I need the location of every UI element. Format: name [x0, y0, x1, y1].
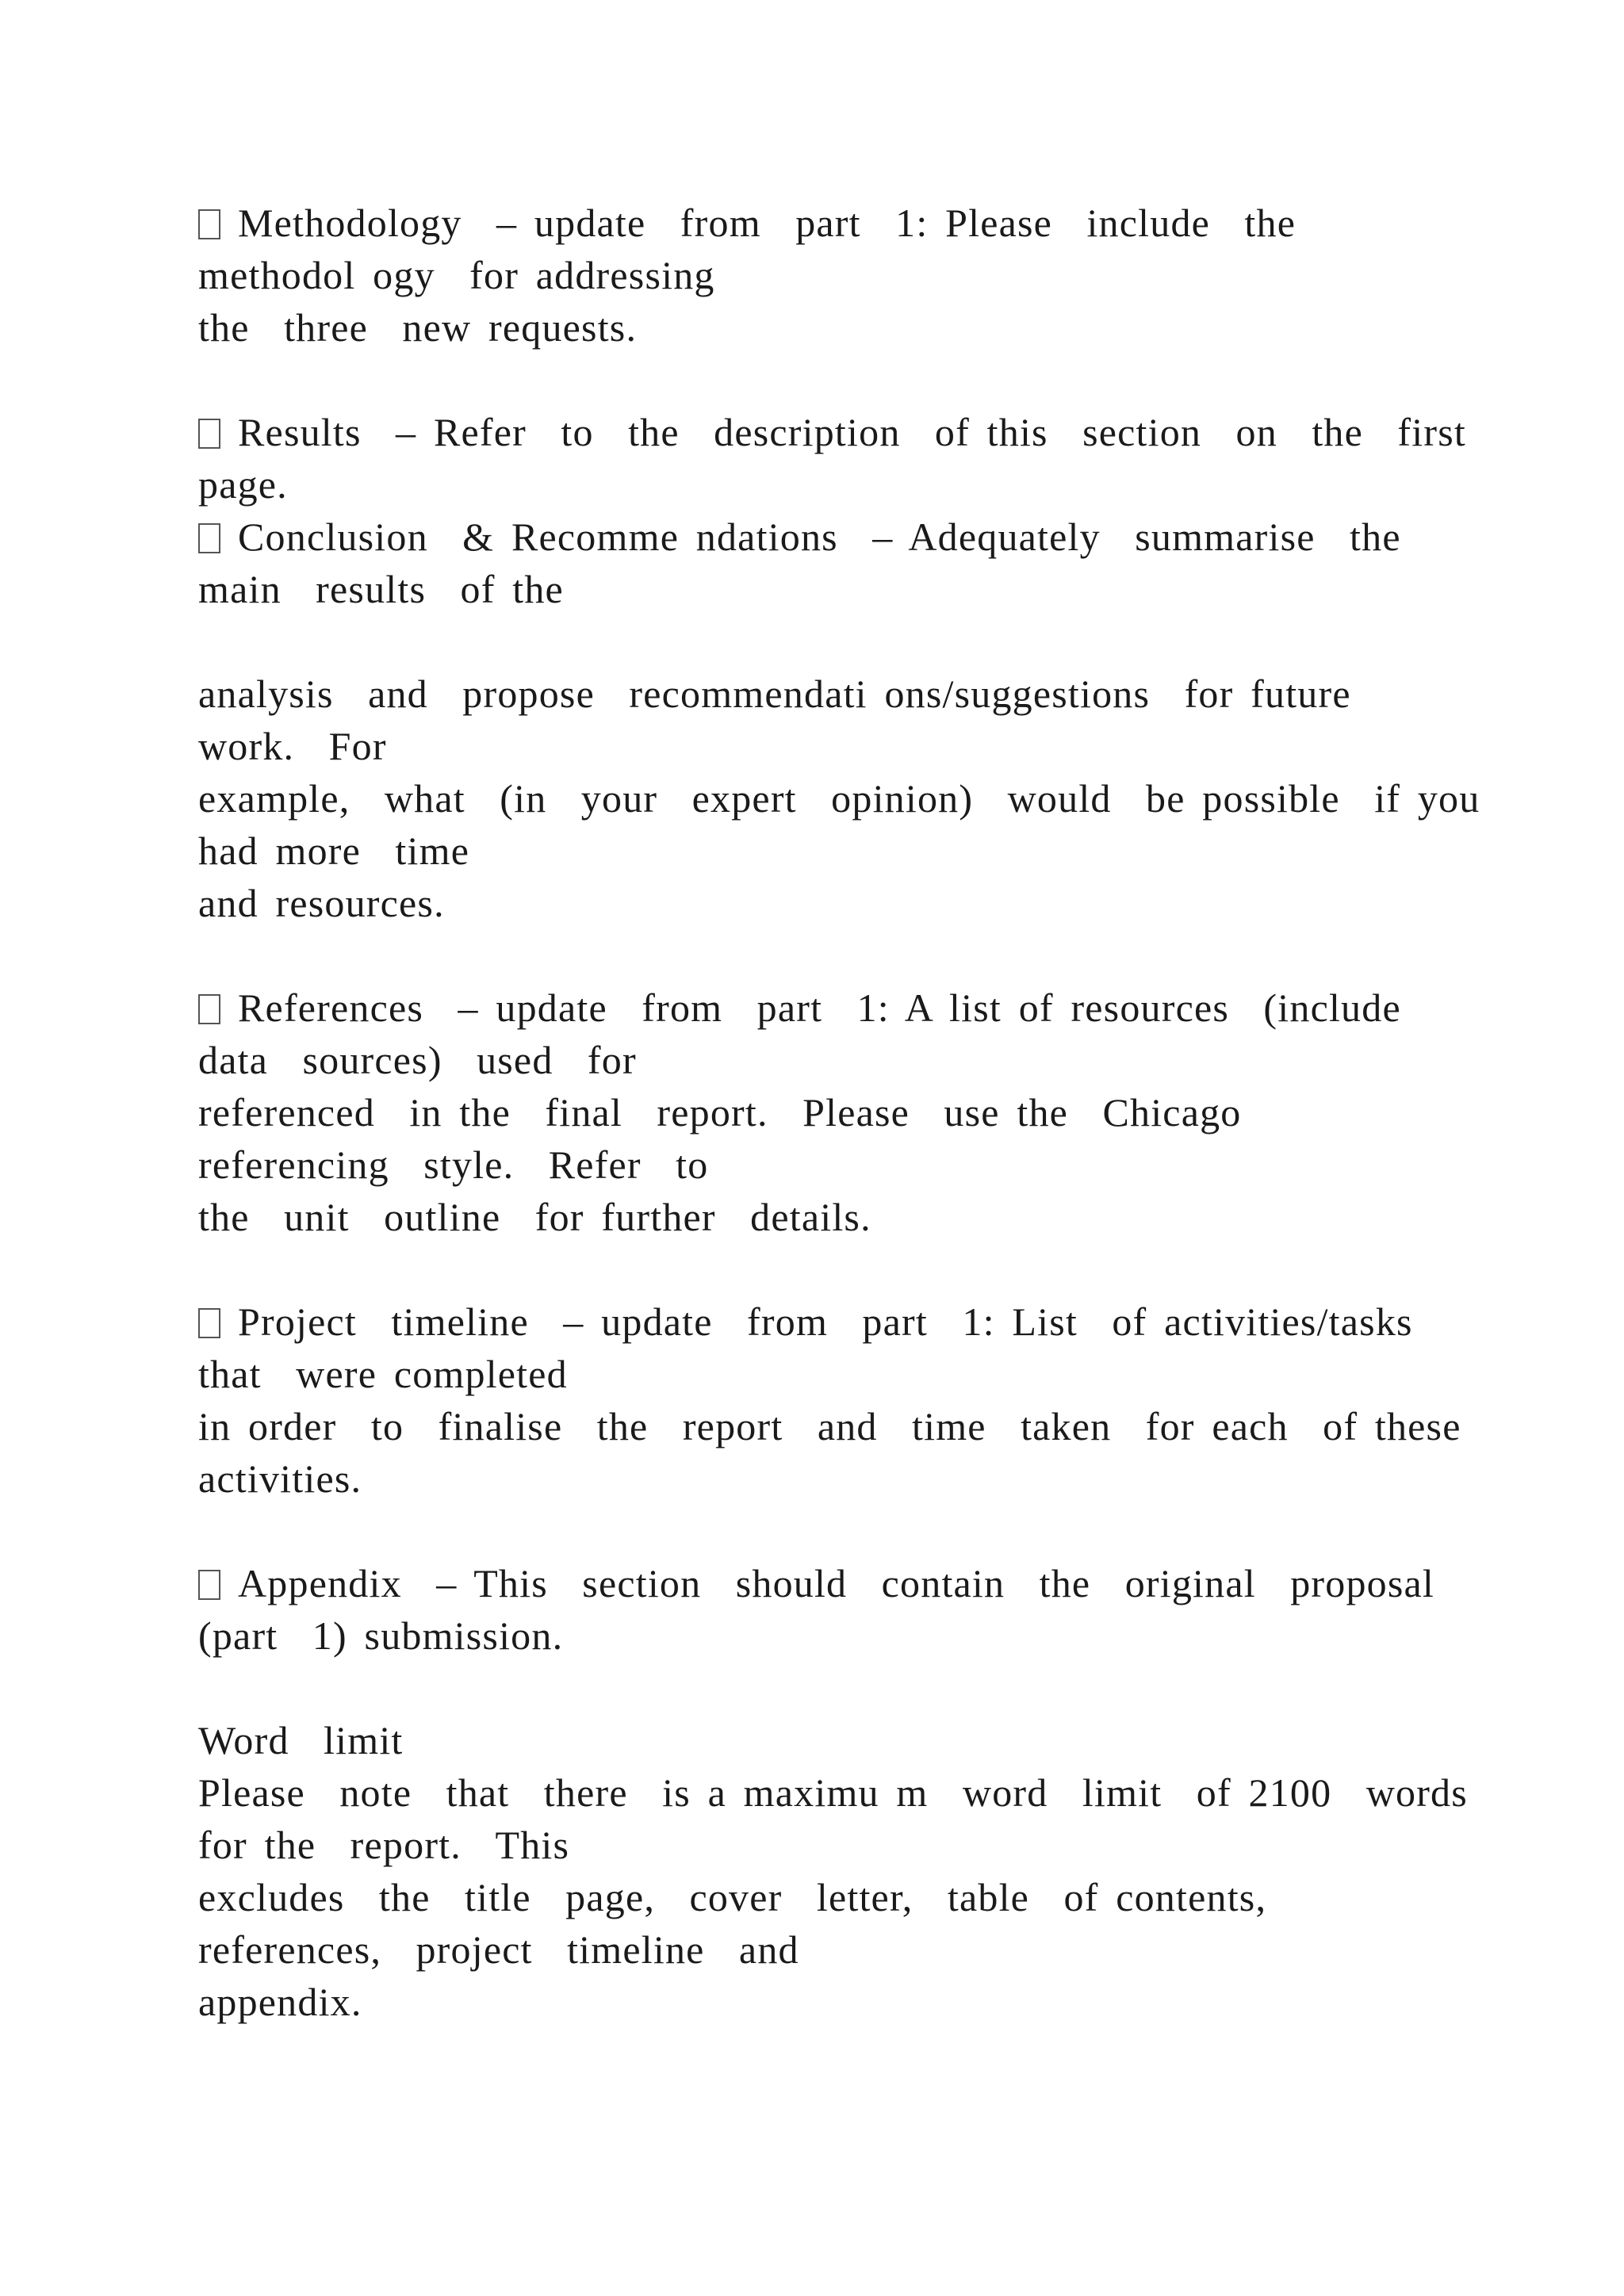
conclusion-text-1: Conclusion & Recomme ndations – Adequately summarise the [238, 515, 1401, 559]
references-text-1: References – update from part 1: A list of resources (include [238, 985, 1401, 1030]
word-limit-line-4: references, project timeline and [198, 1927, 799, 1972]
paragraph-gap [198, 354, 1467, 406]
results-line-1 [198, 406, 1467, 458]
references-line-5: the unit outline for further details. [198, 1195, 871, 1239]
paragraph-gap [198, 929, 1467, 982]
appendix-line-2: (part 1) submission. [198, 1613, 564, 1658]
methodology-line-1 [198, 197, 1467, 249]
references-line-4: referencing style. Refer to [198, 1142, 709, 1187]
word-limit-heading: Word limit [198, 1718, 404, 1762]
paragraph-gap [198, 1243, 1467, 1295]
conclusion-line-5: example, what (in your expert opinion) would be possible if you [198, 776, 1480, 821]
document-body [198, 197, 1480, 2028]
methodology-line-3: the three new requests. [198, 305, 638, 350]
timeline-line-3: in order to finalise the report and time taken for each of these [198, 1404, 1461, 1448]
bullet-box-icon [198, 1308, 220, 1338]
references-line-2: data sources) used for [198, 1038, 637, 1082]
paragraph-gap [198, 1662, 1467, 1714]
bullet-box-icon [198, 419, 220, 449]
word-limit-line-5: appendix. [198, 1980, 362, 2024]
bullet-box-icon [198, 209, 220, 239]
appendix-text-1: Appendix – This section should contain the original proposal [238, 1561, 1435, 1605]
timeline-text-1: Project timeline – update from part 1: List of activities/tasks [238, 1299, 1413, 1344]
bullet-box-icon [198, 523, 220, 553]
results-line-2: page. [198, 462, 288, 507]
bullet-box-icon [198, 994, 220, 1024]
timeline-line-4: activities. [198, 1456, 362, 1501]
paragraph-gap [198, 1505, 1467, 1557]
results-text-1: Results – Refer to the description of this section on the first [238, 410, 1466, 454]
timeline-line-1 [198, 1295, 1467, 1348]
references-line-3: referenced in the final report. Please use the Chicago [198, 1090, 1242, 1135]
word-limit-line-3: excludes the title page, cover letter, table of contents, [198, 1875, 1267, 1919]
conclusion-line-6: had more time [198, 828, 470, 873]
timeline-line-2: that were completed [198, 1352, 568, 1396]
conclusion-line-2: main results of the [198, 567, 564, 611]
methodology-text-1: Methodology – update from part 1: Please include the [238, 201, 1297, 245]
conclusion-line-7: and resources. [198, 881, 445, 925]
bullet-box-icon [198, 1570, 220, 1600]
methodology-line-2: methodol ogy for addressing [198, 253, 715, 297]
appendix-line-1 [198, 1557, 1467, 1609]
references-line-1 [198, 982, 1467, 1034]
conclusion-line-3: analysis and propose recommendati ons/suggestions for future [198, 672, 1351, 716]
conclusion-line-4: work. For [198, 724, 387, 768]
word-limit-line-1: Please note that there is a maximu m word limit of 2100 words [198, 1770, 1468, 1815]
paragraph-gap [198, 615, 1467, 668]
word-limit-line-2: for the report. This [198, 1823, 570, 1867]
conclusion-line-1 [198, 511, 1467, 563]
